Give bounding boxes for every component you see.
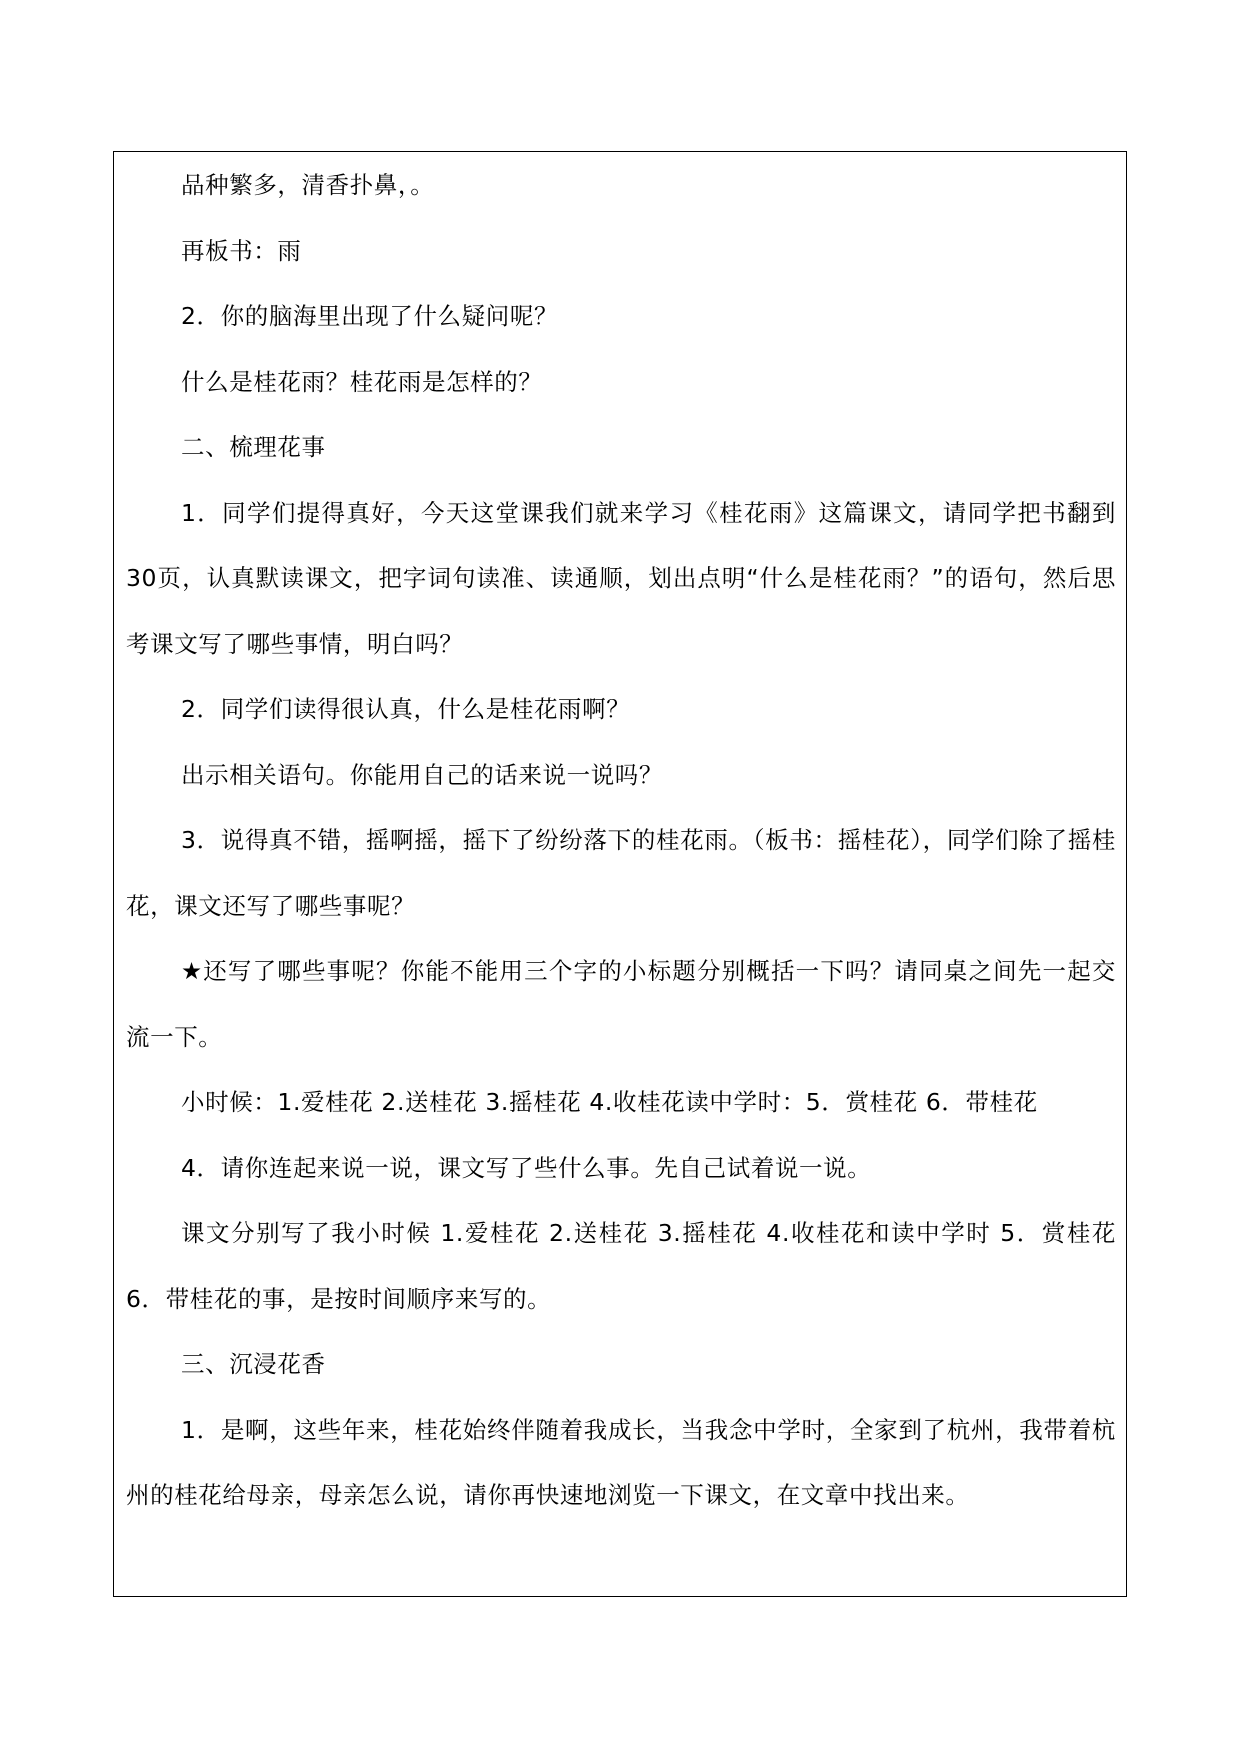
lesson-text-body <box>126 153 1116 1529</box>
paragraph: 2．你的脑海里出现了什么疑问呢？ <box>181 302 559 330</box>
paragraph: 课文分别写了我小时候 1.爱桂花 2.送桂花 3.摇桂花 4.收桂花和读中学时 5．赏桂花 6．带桂花的事，是按时间顺序来写的。 <box>126 1219 1116 1313</box>
paragraph: 什么是桂花雨？桂花雨是怎样的？ <box>181 367 543 396</box>
paragraph: 品种繁多，清香扑鼻，。 <box>181 171 435 199</box>
paragraph: ★还写了哪些事呢？你能不能用三个字的小标题分别概括一下吗？请同桌之间先一起交流一下。 <box>126 957 1116 1051</box>
paragraph: 出示相关语句。你能用自己的话来说一说吗？ <box>181 760 663 789</box>
paragraph: 3．说得真不错，摇啊摇，摇下了纷纷落下的桂花雨。（板书：摇桂花），同学们除了摇桂花，课文还写了哪些事呢？ <box>126 826 1116 920</box>
section-heading: 三、沉浸花香 <box>181 1350 326 1378</box>
paragraph: 4．请你连起来说一说，课文写了些什么事。先自己试着说一说。 <box>181 1153 872 1182</box>
section-heading: 二、梳理花事 <box>181 433 326 461</box>
paragraph: 1．是啊，这些年来，桂花始终伴随着我成长，当我念中学时，全家到了杭州，我带着杭州的桂花给母亲，母亲怎么说，请你再快速地浏览一下课文，在文章中找出来。 <box>126 1415 1116 1509</box>
paragraph: 1．同学们提得真好，今天这堂课我们就来学习《桂花雨》这篇课文，请同学把书翻到30页，认真默读课文，把字词句读准、读通顺，划出点明“什么是桂花雨？”的语句，然后思考课文写了哪些事情，明白吗？ <box>126 498 1116 658</box>
paragraph: 2．同学们读得很认真，什么是桂花雨啊？ <box>181 695 631 723</box>
paragraph: 再板书：雨 <box>181 236 302 265</box>
paragraph: 小时候：1.爱桂花 2.送桂花 3.摇桂花 4.收桂花读中学时：5．赏桂花 6．带桂花 <box>181 1088 1038 1116</box>
